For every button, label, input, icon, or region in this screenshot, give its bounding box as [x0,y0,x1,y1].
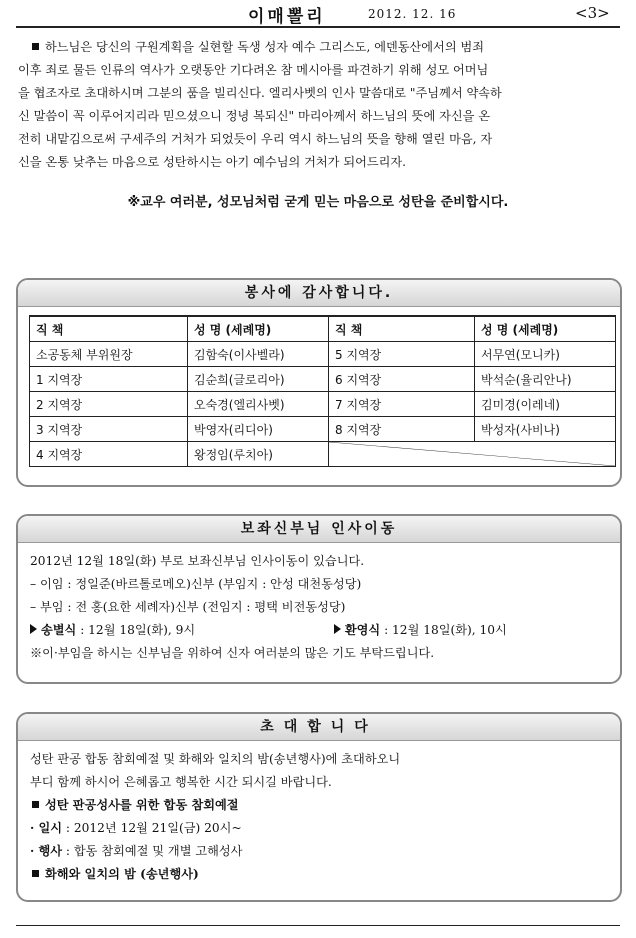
table-row [30,442,616,467]
transfer-title: 보좌신부님 인사이동 [18,516,620,543]
exhortation: ※교우 여러분, 성모님처럼 굳게 믿는 마음으로 성탄을 준비합시다. [127,195,509,210]
invite-text [30,748,400,886]
transfer-box [16,514,622,684]
role-cell: 소공동체 부위원장 [30,342,188,367]
invite-line: 부디 함께 하시어 은혜롭고 행복한 시간 되시길 바랍니다. [30,775,332,789]
diagonal-line-icon [329,442,615,466]
welcome-label: 환영식 [344,623,381,637]
thanks-title: 봉사에 감사합니다. [18,280,620,307]
intro-line: 전히 내맡김으로써 구세주의 거처가 되었듯이 우리 역시 하느님의 뜻을 향해 열린 마음, 자 [18,132,493,146]
name-cell: 서무연(모니카) [475,342,616,367]
role-cell: 3 지역장 [30,417,188,442]
header-role: 직 책 [30,316,188,342]
square-bullet-icon [32,43,39,50]
header-role: 직 책 [329,316,475,342]
role-cell: 6 지역장 [329,367,475,392]
transfer-line: – 부임 : 전 홍(요한 세례자)신부 (전임지 : 평택 비전동성당) [30,600,346,614]
invite-title: 초대합니다 [18,714,620,741]
newsletter-title: 이매뽈리 [248,7,326,27]
table-header-row [30,316,616,342]
triangle-bullet-icon [30,624,37,634]
intro-line: 하느님은 당신의 구원계획을 실현할 독생 성자 예수 그리스도, 에덴동산에서의 범죄 [18,36,618,59]
invite-date: · 일시 : 2012년 12월 21일(금) 20시~ [30,821,242,835]
intro-paragraph [18,36,618,174]
intro-line: 신을 온통 낮추는 마음으로 성탄하시는 아기 예수님의 거처가 되어드리자. [18,155,407,169]
role-cell: 1 지역장 [30,367,188,392]
square-bullet-icon [32,870,39,877]
role-cell: 5 지역장 [329,342,475,367]
intro-line: 이후 죄로 물든 인류의 역사가 오랫동안 기다려온 참 메시아를 파견하기 위해 성모 어머님 [18,63,489,77]
intro-line: 을 협조자로 초대하시며 그분의 품을 빌리신다. 엘리사벳의 인사 말씀대로 "주님께서 약속하 [18,86,502,100]
role-cell: 2 지역장 [30,392,188,417]
table-row [30,417,616,442]
role-cell: 4 지역장 [30,442,188,467]
transfer-note: ※이·부임을 하시는 신부님을 위하여 신자 여러분의 많은 기도 부탁드립니다. [30,646,435,660]
invite-box [16,712,622,902]
table-row [30,342,616,367]
farewell-value: : 12월 18일(화), 9시 [76,623,196,637]
name-cell: 박영자(리디아) [188,417,329,442]
transfer-text [30,550,507,665]
thanks-box [16,278,622,487]
name-cell: 왕정임(루치아) [188,442,329,467]
invite-item: 화해와 일치의 밤 (송년행사) [30,863,400,886]
triangle-bullet-icon [334,624,341,634]
ceremony-line [30,619,507,642]
header-name: 성 명 (세례명) [475,316,616,342]
issue-date: 2012. 12. 16 [368,7,457,21]
name-cell: 오숙경(엘리사벳) [188,392,329,417]
role-cell: 7 지역장 [329,392,475,417]
name-cell: 김미경(이레네) [475,392,616,417]
invite-line: 성탄 판공 합동 참회예절 및 화해와 일치의 밤(송년행사)에 초대하오니 [30,752,401,766]
role-cell: 8 지역장 [329,417,475,442]
name-cell: 김함숙(이사벨라) [188,342,329,367]
name-cell: 박성자(사비나) [475,417,616,442]
table-row [30,367,616,392]
invite-item: 성탄 판공성사를 위한 합동 참회예절 [30,794,400,817]
welcome-value: : 12월 18일(화), 10시 [380,623,507,637]
footer-rule [16,925,620,926]
table-row [30,392,616,417]
staff-table [29,315,616,467]
empty-cell [329,442,616,467]
name-cell: 김순희(글로리아) [188,367,329,392]
header-name: 성 명 (세례명) [188,316,329,342]
transfer-line: – 이임 : 정일준(바르톨로메오)신부 (부임지 : 안성 대천동성당) [30,577,362,591]
transfer-line: 2012년 12월 18일(화) 부로 보좌신부님 인사이동이 있습니다. [30,554,365,568]
square-bullet-icon [32,801,39,808]
intro-line: 신 말씀이 꼭 이루어지리라 믿으셨으니 정녕 복되신" 마리아께서 하느님의 뜻에 자신을 온 [18,109,491,123]
page-number: <3> [575,4,610,22]
name-cell: 박석순(율리안나) [475,367,616,392]
invite-event: · 행사 : 합동 참회예절 및 개별 고해성사 [30,844,243,858]
farewell-label: 송별식 [41,623,77,637]
page-header [16,0,620,28]
